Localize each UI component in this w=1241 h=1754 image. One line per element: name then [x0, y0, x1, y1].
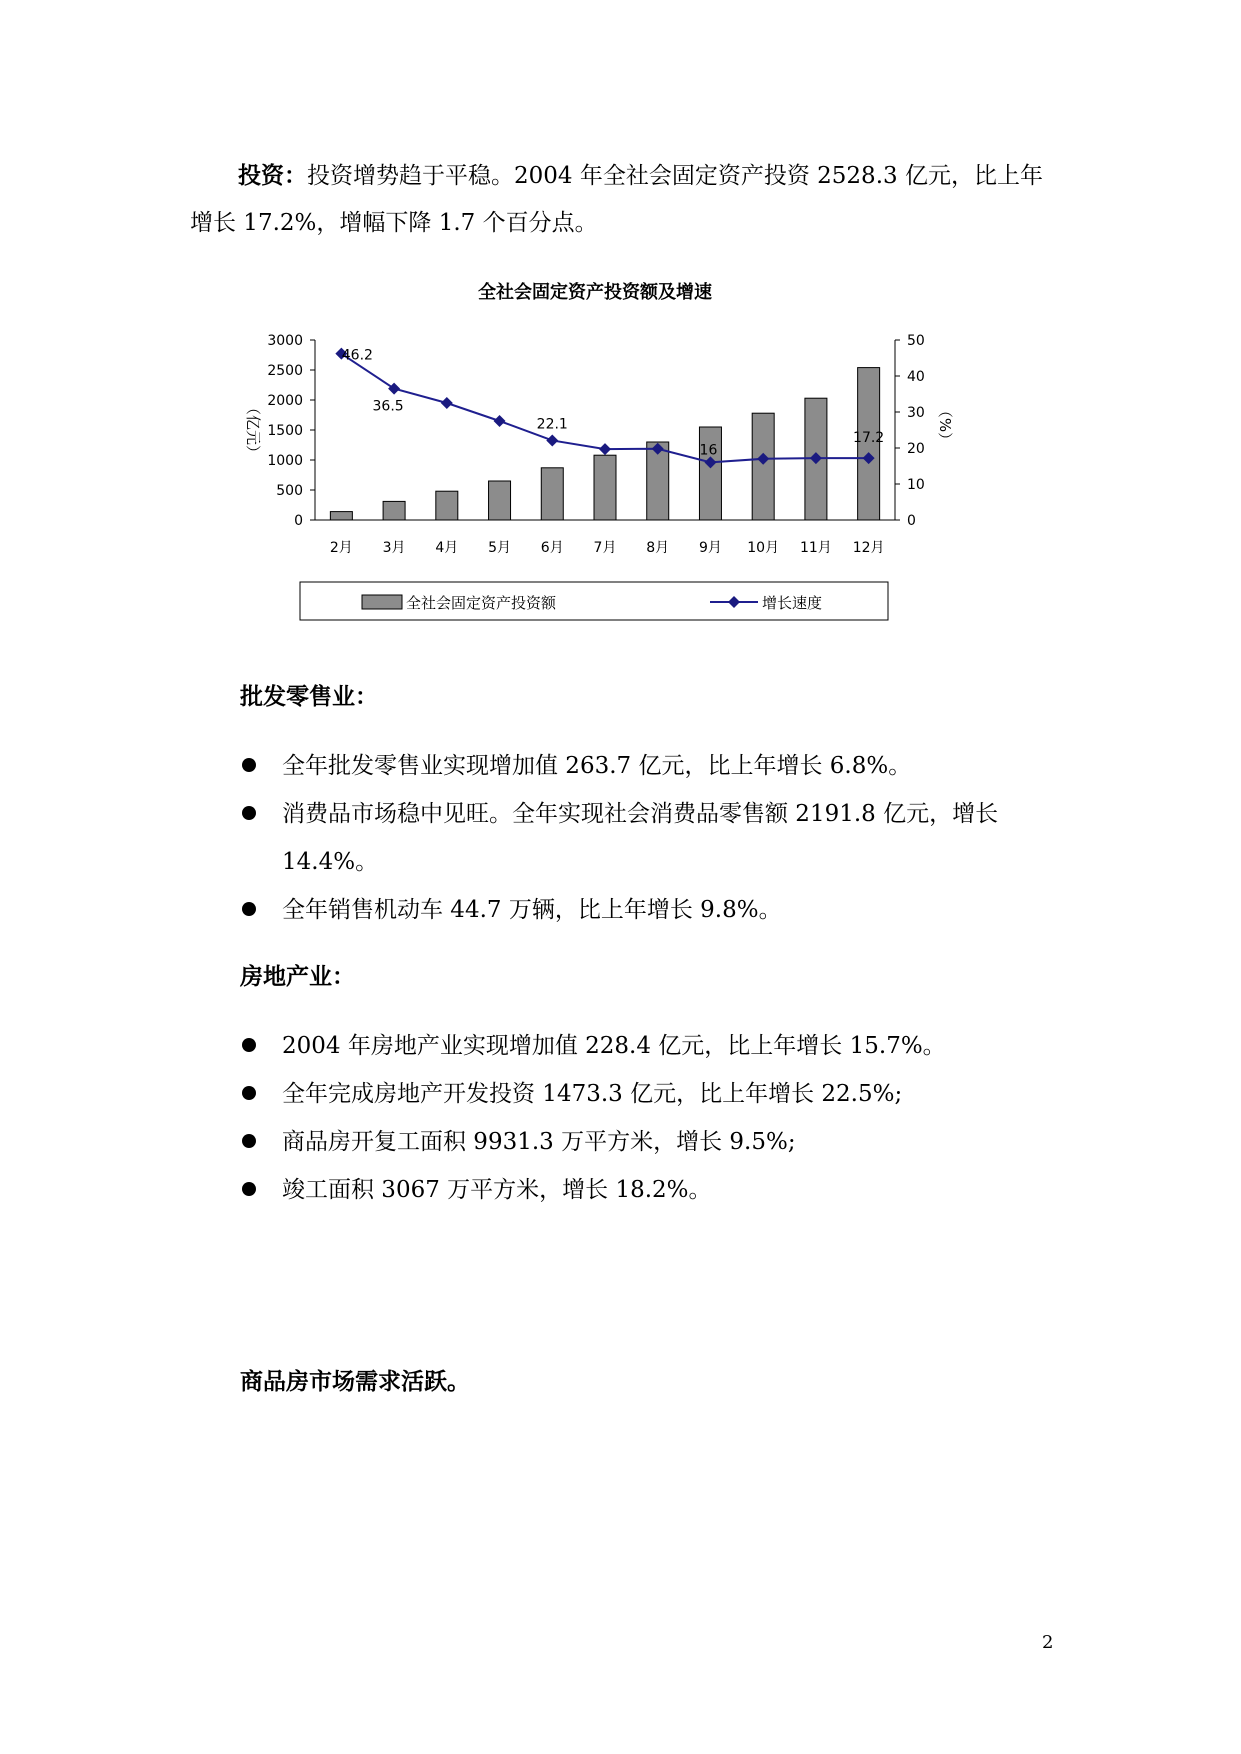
growth-marker	[441, 397, 453, 409]
y-right-tick-label: 0	[907, 513, 916, 529]
x-tick-label: 9月	[698, 540, 722, 556]
retail-item: 全年销售机动车 44.7 万辆，比上年增长 9.8%。	[240, 886, 1060, 934]
y-right-tick-label: 20	[907, 441, 925, 457]
x-tick-label: 11月	[799, 540, 832, 556]
investment-bar	[383, 501, 405, 520]
chart-body	[244, 333, 954, 620]
y-left-tick-label: 1500	[267, 423, 303, 439]
investment-label: 投资：	[238, 163, 307, 189]
retail-list	[240, 742, 1060, 934]
investment-paragraph	[190, 153, 1060, 247]
y-right-tick-label: 40	[907, 369, 925, 385]
growth-data-label: 46.2	[341, 347, 373, 364]
realestate-list	[240, 1022, 1060, 1214]
x-tick-label: 3月	[382, 540, 406, 556]
page-number: 2	[1042, 1632, 1054, 1653]
y-left-tick-label: 0	[294, 513, 303, 529]
realestate-item: 竣工面积 3067 万平方米，增长 18.2%。	[240, 1166, 1060, 1214]
x-tick-label: 7月	[593, 540, 617, 556]
growth-data-label: 22.1	[536, 416, 568, 433]
x-tick-label: 4月	[435, 540, 459, 556]
growth-marker	[599, 443, 611, 455]
y-left-axis-label: （亿元）	[244, 399, 262, 461]
growth-data-label: 36.5	[372, 398, 404, 415]
growth-marker	[546, 434, 558, 446]
realestate-heading: 房地产业：	[240, 964, 355, 990]
y-right-axis-label: （%）	[936, 402, 954, 448]
x-tick-label: 2月	[329, 540, 353, 556]
growth-marker	[388, 383, 400, 395]
x-tick-label: 12月	[852, 540, 885, 556]
x-tick-label: 10月	[747, 540, 780, 556]
investment-bar	[489, 481, 511, 520]
growth-marker	[494, 415, 506, 427]
investment-text: 投资增势趋于平稳。2004 年全社会固定资产投资 2528.3 亿元，比上年增长 17.2%，增幅下降 1.7 个百分点。	[190, 163, 1043, 236]
investment-bar	[699, 427, 721, 520]
legend-bar-label: 全社会固定资产投资额	[406, 594, 557, 612]
y-right-tick-label: 30	[907, 405, 925, 421]
investment-bar	[436, 491, 458, 520]
y-left-tick-label: 500	[276, 483, 303, 499]
retail-item: 全年批发零售业实现增加值 263.7 亿元，比上年增长 6.8%。	[240, 742, 1060, 790]
y-right-tick-label: 10	[907, 477, 925, 493]
investment-chart	[240, 282, 1000, 640]
investment-bar	[594, 455, 616, 520]
realestate-item: 商品房开复工面积 9931.3 万平方米，增长 9.5%;	[240, 1118, 1060, 1166]
growth-data-label: 16	[699, 442, 718, 459]
x-tick-label: 5月	[488, 540, 512, 556]
investment-bar	[752, 413, 774, 520]
y-left-tick-label: 3000	[267, 333, 303, 349]
growth-data-label: 17.2	[853, 430, 885, 447]
x-tick-label: 6月	[540, 540, 564, 556]
market-heading: 商品房市场需求活跃。	[240, 1369, 470, 1395]
investment-bar	[330, 512, 352, 520]
x-tick-label: 8月	[646, 540, 670, 556]
realestate-item: 全年完成房地产开发投资 1473.3 亿元，比上年增长 22.5%;	[240, 1070, 1060, 1118]
legend-line-label: 增长速度	[762, 594, 823, 612]
y-right-tick-label: 50	[907, 333, 925, 349]
chart-title: 全社会固定资产投资额及增速	[478, 282, 712, 303]
y-left-tick-label: 2000	[267, 393, 303, 409]
legend-bar-swatch	[362, 595, 402, 609]
y-left-tick-label: 1000	[267, 453, 303, 469]
retail-item: 消费品市场稳中见旺。全年实现社会消费品零售额 2191.8 亿元，增长 14.4%。	[240, 790, 1060, 886]
retail-heading: 批发零售业：	[240, 684, 378, 710]
y-left-tick-label: 2500	[267, 363, 303, 379]
investment-bar	[541, 468, 563, 520]
realestate-item: 2004 年房地产业实现增加值 228.4 亿元，比上年增长 15.7%。	[240, 1022, 1060, 1070]
